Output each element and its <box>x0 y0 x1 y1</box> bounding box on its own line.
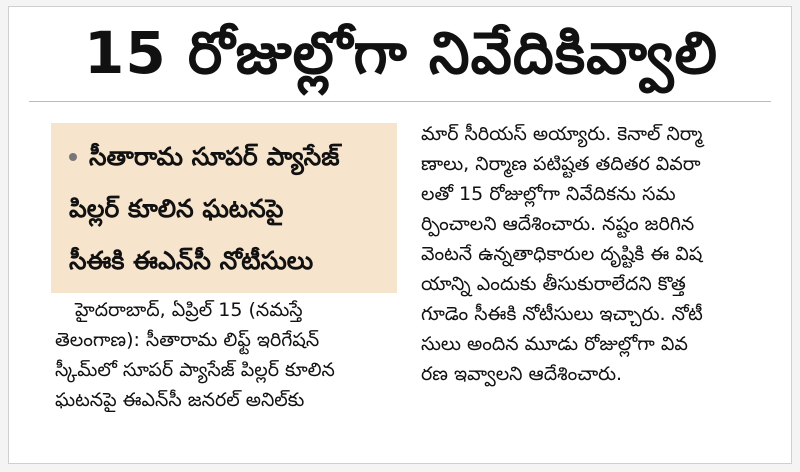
article-line: రణ ఇవ్వాలని ఆదేశించారు. <box>421 363 623 385</box>
article-line: హైదరాబాద్, ఏప్రిల్ 15 (నమస్తే <box>75 299 303 321</box>
article-line: గూడెం సీఈకి నోటీసులు ఇచ్చారు. నోటీ <box>421 303 703 325</box>
headline: 15 రోజుల్లోగా నివేదికివ్వాలి <box>84 19 718 87</box>
article-line: ణాలు, నిర్మాణ పటిష్టత తదితర వివరా <box>421 153 701 175</box>
article-line: మార్ సీరియస్ అయ్యారు. కెనాల్ నిర్మా <box>421 123 703 145</box>
highlight-line <box>69 183 387 235</box>
article-line: ఘటనపై ఈఎన్‌సీ జనరల్ అనిల్‌కు <box>55 389 305 411</box>
news-clipping <box>8 6 792 464</box>
article-line: లతో 15 రోజుల్లోగా నివేదికను సమ <box>421 183 676 205</box>
highlight-line <box>69 235 387 287</box>
highlight-box <box>51 123 397 293</box>
article-column-right <box>421 119 777 389</box>
highlight-text: సీఈకి ఈఎన్‌సీ నోటీసులు <box>69 246 314 275</box>
article-line: స్కీమ్‌లో సూపర్ ప్యాసేజ్ పిల్లర్ కూలిన <box>55 359 335 381</box>
bullet-icon <box>69 153 77 161</box>
article-line: వెంటనే ఉన్నతాధికారుల దృష్టికి ఈ విష <box>421 243 703 265</box>
highlight-text: సీతారామ సూపర్ ప్యాసేజ్ <box>89 142 340 171</box>
article-line: యాన్ని ఎందుకు తీసుకురాలేదని కొత్త <box>421 273 686 295</box>
article-line: సులు అందిన మూడు రోజుల్లోగా వివ <box>421 333 688 355</box>
highlight-line <box>69 131 387 183</box>
highlight-text: పిల్లర్ కూలిన ఘటనపై <box>69 194 284 223</box>
article-line: ర్పించాలని ఆదేశించారు. నష్టం జరిగిన <box>421 213 695 235</box>
headline-divider <box>29 101 771 102</box>
article-line: తెలంగాణ): సీతారామ లిఫ్ట్ ఇరిగేషన్ <box>55 329 320 351</box>
article-column-left <box>55 295 405 415</box>
